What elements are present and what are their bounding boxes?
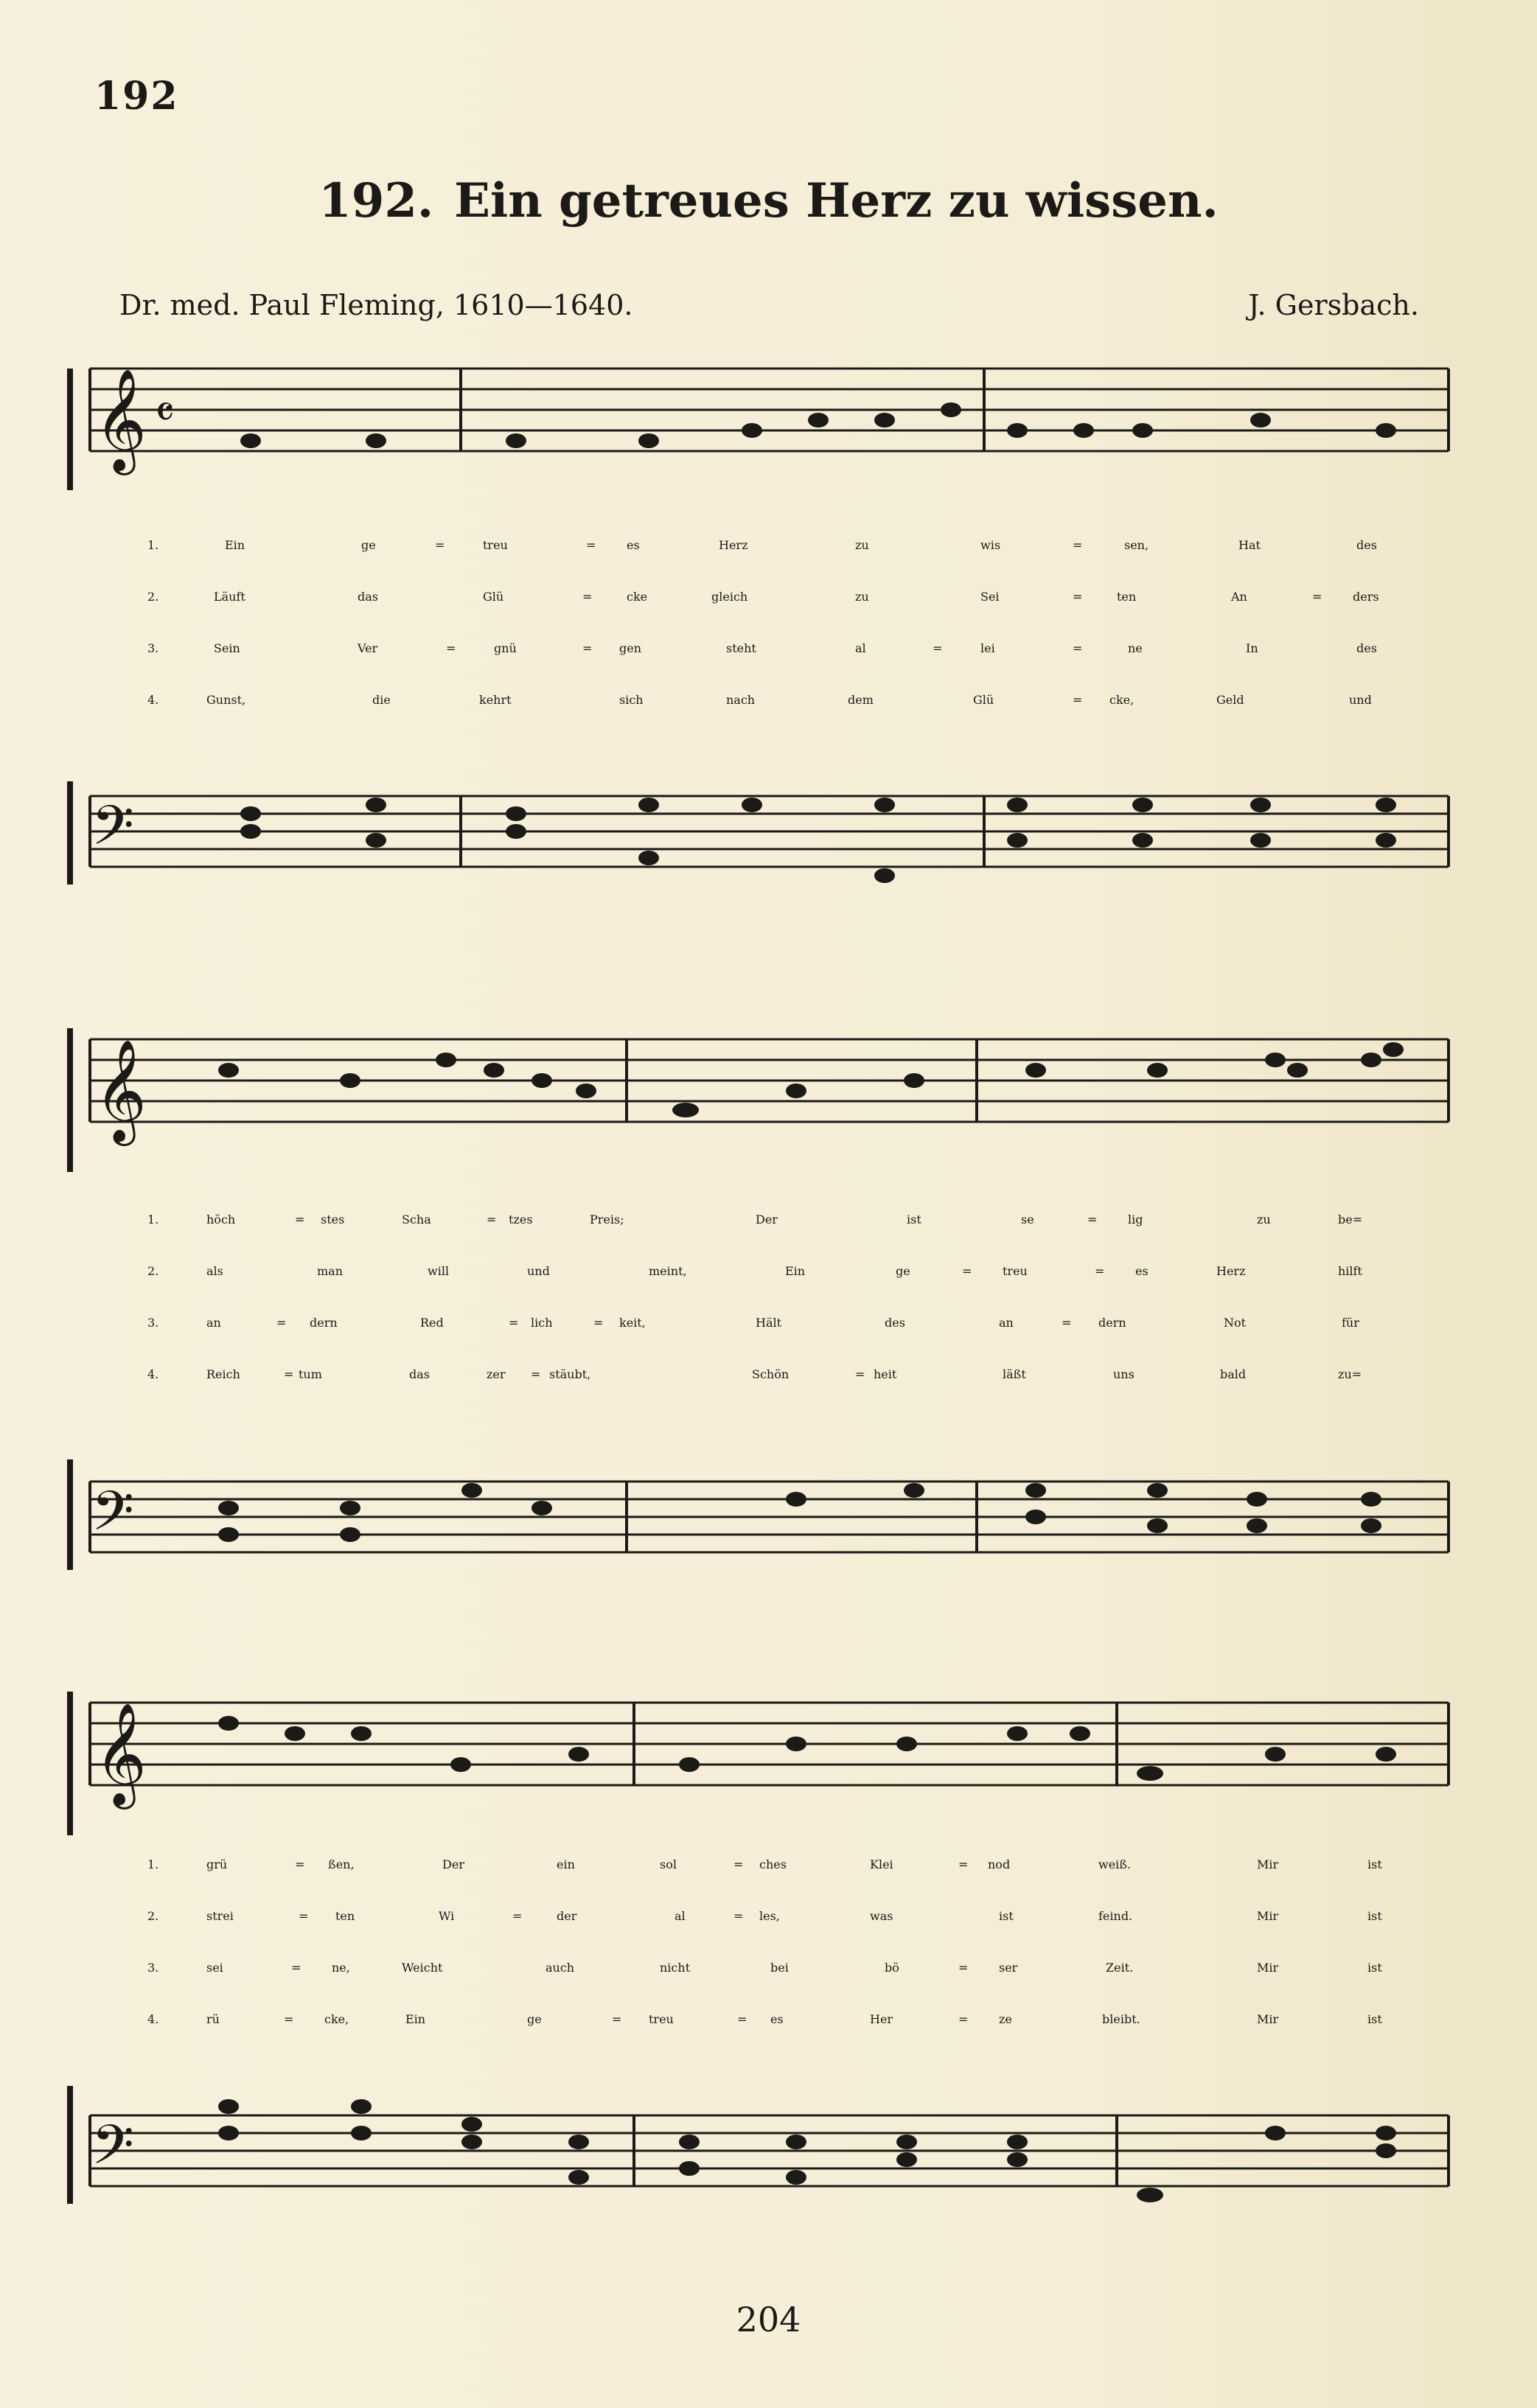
syllable: des bbox=[1356, 641, 1377, 655]
syllable: an bbox=[206, 1316, 221, 1330]
syllable: gleich bbox=[711, 590, 748, 604]
bass-staff-system-1 bbox=[0, 781, 1537, 914]
syllable: bald bbox=[1220, 1367, 1247, 1381]
syllable: zu bbox=[1257, 1212, 1271, 1226]
syllable: Mir bbox=[1257, 1961, 1279, 1975]
syllable: keit, bbox=[619, 1316, 646, 1330]
syllable: hilft bbox=[1338, 1264, 1362, 1278]
hymn-number: 192. bbox=[318, 173, 434, 228]
syllable: an bbox=[999, 1316, 1014, 1330]
syllable: = bbox=[1073, 641, 1083, 655]
syllable: les, bbox=[759, 1909, 780, 1923]
syllable: das bbox=[409, 1367, 430, 1381]
treble-staff-system-1 bbox=[0, 354, 1537, 501]
syllable: es bbox=[770, 2012, 784, 2026]
syllable: = bbox=[958, 1857, 969, 1871]
syllable: al bbox=[855, 641, 866, 655]
syllable: ches bbox=[759, 1857, 787, 1871]
syllable: = bbox=[582, 641, 593, 655]
footer-page-number: 204 bbox=[736, 2300, 801, 2339]
syllable: gen bbox=[619, 641, 642, 655]
verse-row bbox=[0, 1857, 1537, 1902]
syllable: man bbox=[317, 1264, 344, 1278]
syllable: uns bbox=[1113, 1367, 1135, 1381]
syllable: stäubt, bbox=[549, 1367, 591, 1381]
syllable: und bbox=[1349, 693, 1372, 707]
syllable: wis bbox=[980, 538, 1001, 552]
syllable: zu= bbox=[1338, 1367, 1362, 1381]
syllable: ne bbox=[1128, 641, 1143, 655]
syllable: Ein bbox=[785, 1264, 806, 1278]
syllable: ne, bbox=[332, 1961, 350, 1975]
syllable: = bbox=[737, 2012, 747, 2026]
syllable: und bbox=[527, 1264, 550, 1278]
syllable: = bbox=[1087, 1212, 1098, 1226]
lyricist-credit: Dr. med. Paul Fleming, 1610—1640. bbox=[119, 289, 633, 321]
syllable: = bbox=[1073, 590, 1083, 604]
syllable: Mir bbox=[1257, 1909, 1279, 1923]
syllable: ist bbox=[1367, 1909, 1382, 1923]
verse-number: 3. bbox=[147, 1961, 159, 1975]
syllable: der bbox=[557, 1909, 577, 1923]
verse-row bbox=[0, 1212, 1537, 1257]
syllable: treu bbox=[649, 2012, 674, 2026]
syllable: Ein bbox=[225, 538, 245, 552]
syllable: nicht bbox=[660, 1961, 691, 1975]
syllable: = bbox=[299, 1909, 309, 1923]
verse-row bbox=[0, 538, 1537, 582]
syllable: An bbox=[1231, 590, 1247, 604]
treble-clef-icon: 𝄞 bbox=[94, 369, 147, 471]
syllable: Gunst, bbox=[206, 693, 246, 707]
hymn-title bbox=[0, 173, 1537, 228]
syllable: Sei bbox=[980, 590, 1000, 604]
syllable: lich bbox=[531, 1316, 553, 1330]
syllable: = bbox=[295, 1212, 305, 1226]
syllable: dern bbox=[310, 1316, 338, 1330]
treble-staff-system-3 bbox=[0, 1688, 1537, 1835]
syllable: ge bbox=[527, 2012, 542, 2026]
verse-number: 2. bbox=[147, 1909, 159, 1923]
syllable: weiß. bbox=[1098, 1857, 1132, 1871]
syllable: ist bbox=[1367, 1857, 1382, 1871]
syllable: als bbox=[206, 1264, 223, 1278]
syllable: Schön bbox=[752, 1367, 790, 1381]
syllable: sich bbox=[619, 693, 644, 707]
syllable: In bbox=[1246, 641, 1258, 655]
verse-number: 4. bbox=[147, 693, 159, 707]
syllable: Mir bbox=[1257, 2012, 1279, 2026]
verse-row bbox=[0, 590, 1537, 634]
syllable: grü bbox=[206, 1857, 228, 1871]
syllable: ist bbox=[1367, 1961, 1382, 1975]
syllable: Her bbox=[870, 2012, 893, 2026]
syllable: = bbox=[1062, 1316, 1072, 1330]
syllable: dem bbox=[848, 693, 874, 707]
syllable: des bbox=[1356, 538, 1377, 552]
syllable: es bbox=[627, 538, 640, 552]
syllable: treu bbox=[483, 538, 508, 552]
bass-clef-icon: 𝄢 bbox=[91, 2113, 134, 2191]
syllable: ders bbox=[1353, 590, 1379, 604]
syllable: = bbox=[512, 1909, 523, 1923]
syllable: ist bbox=[999, 1909, 1014, 1923]
syllable: = bbox=[435, 538, 445, 552]
bass-staff-system-3 bbox=[0, 2071, 1537, 2226]
syllable: = bbox=[733, 1857, 744, 1871]
syllable: = bbox=[958, 1961, 969, 1975]
syllable: ten bbox=[1117, 590, 1137, 604]
syllable: = bbox=[593, 1316, 604, 1330]
syllable: Klei bbox=[870, 1857, 893, 1871]
syllable: Scha bbox=[402, 1212, 431, 1226]
syllable: Zeit. bbox=[1106, 1961, 1134, 1975]
syllable: = bbox=[933, 641, 943, 655]
syllable: Wi bbox=[439, 1909, 455, 1923]
syllable: = bbox=[612, 2012, 622, 2026]
syllable: höch bbox=[206, 1212, 236, 1226]
syllable: = bbox=[509, 1316, 519, 1330]
syllable: ge bbox=[361, 538, 376, 552]
verse-row bbox=[0, 1264, 1537, 1308]
syllable: sol bbox=[660, 1857, 677, 1871]
syllable: lig bbox=[1128, 1212, 1143, 1226]
syllable: ser bbox=[999, 1961, 1018, 1975]
syllable: läßt bbox=[1003, 1367, 1026, 1381]
syllable: tzes bbox=[509, 1212, 533, 1226]
syllable: Preis; bbox=[590, 1212, 624, 1226]
syllable: cke bbox=[627, 590, 648, 604]
treble-clef-icon: 𝄞 bbox=[94, 1039, 147, 1142]
syllable: zer bbox=[487, 1367, 506, 1381]
verse-number: 1. bbox=[147, 1857, 159, 1871]
syllable: was bbox=[870, 1909, 893, 1923]
syllable: se bbox=[1021, 1212, 1034, 1226]
syllable: es bbox=[1135, 1264, 1149, 1278]
syllable: Der bbox=[756, 1212, 778, 1226]
syllable: = bbox=[1073, 693, 1083, 707]
syllable: meint, bbox=[649, 1264, 687, 1278]
syllable: feind. bbox=[1098, 1909, 1133, 1923]
syllable: heit bbox=[874, 1367, 897, 1381]
syllable: Weicht bbox=[402, 1961, 443, 1975]
syllable: zu bbox=[855, 538, 869, 552]
syllable: ge bbox=[896, 1264, 910, 1278]
syllable: Ein bbox=[405, 2012, 426, 2026]
syllable: = bbox=[582, 590, 593, 604]
syllable: Red bbox=[420, 1316, 444, 1330]
treble-staff-system-2 bbox=[0, 1025, 1537, 1172]
treble-clef-icon: 𝄞 bbox=[94, 1703, 147, 1805]
verse-number: 1. bbox=[147, 538, 159, 552]
syllable: Ver bbox=[358, 641, 378, 655]
syllable: bö bbox=[885, 1961, 899, 1975]
verse-row bbox=[0, 1316, 1537, 1360]
syllable: des bbox=[885, 1316, 905, 1330]
syllable: ze bbox=[999, 2012, 1012, 2026]
syllable: bei bbox=[770, 1961, 789, 1975]
syllable: Hält bbox=[756, 1316, 782, 1330]
syllable: die bbox=[372, 693, 391, 707]
bass-staff-system-2 bbox=[0, 1445, 1537, 1585]
hymn-title-text: Ein getreues Herz zu wissen. bbox=[454, 173, 1219, 228]
verse-row bbox=[0, 641, 1537, 685]
syllable: Herz bbox=[1216, 1264, 1246, 1278]
syllable: rü bbox=[206, 2012, 220, 2026]
syllable: ein bbox=[557, 1857, 575, 1871]
syllable: cke, bbox=[324, 2012, 349, 2026]
verse-number: 2. bbox=[147, 1264, 159, 1278]
syllable: Der bbox=[442, 1857, 464, 1871]
syllable: kehrt bbox=[479, 693, 512, 707]
verse-row bbox=[0, 1961, 1537, 2005]
syllable: gnü bbox=[494, 641, 517, 655]
syllable: = bbox=[958, 2012, 969, 2026]
syllable: = bbox=[276, 1316, 287, 1330]
syllable: bleibt. bbox=[1102, 2012, 1140, 2026]
syllable: stes bbox=[321, 1212, 345, 1226]
syllable: lei bbox=[980, 641, 995, 655]
common-time-icon: 𝄴 bbox=[155, 387, 175, 439]
verse-number: 4. bbox=[147, 2012, 159, 2026]
verse-number: 2. bbox=[147, 590, 159, 604]
syllable: nach bbox=[726, 693, 756, 707]
verse-row bbox=[0, 1909, 1537, 1953]
syllable: das bbox=[358, 590, 378, 604]
syllable: zu bbox=[855, 590, 869, 604]
syllable: sei bbox=[206, 1961, 223, 1975]
syllable: = bbox=[1095, 1264, 1105, 1278]
syllable: will bbox=[428, 1264, 450, 1278]
syllable: Mir bbox=[1257, 1857, 1279, 1871]
syllable: al bbox=[675, 1909, 686, 1923]
syllable: be= bbox=[1338, 1212, 1363, 1226]
syllable: Geld bbox=[1216, 693, 1244, 707]
syllable: ist bbox=[907, 1212, 921, 1226]
syllable: strei bbox=[206, 1909, 234, 1923]
verse-number: 4. bbox=[147, 1367, 159, 1381]
syllable: ßen, bbox=[328, 1857, 355, 1871]
verse-number: 3. bbox=[147, 1316, 159, 1330]
syllable: = bbox=[1312, 590, 1322, 604]
syllable: Not bbox=[1224, 1316, 1247, 1330]
syllable: Glü bbox=[483, 590, 504, 604]
syllable: Sein bbox=[214, 641, 240, 655]
syllable: Läuft bbox=[214, 590, 245, 604]
syllable: ten bbox=[335, 1909, 355, 1923]
syllable: ist bbox=[1367, 2012, 1382, 2026]
syllable: Herz bbox=[719, 538, 748, 552]
composer-credit: J. Gersbach. bbox=[1248, 289, 1419, 321]
syllable: = bbox=[531, 1367, 541, 1381]
syllable: Hat bbox=[1238, 538, 1261, 552]
verse-number: 1. bbox=[147, 1212, 159, 1226]
syllable: = bbox=[1073, 538, 1083, 552]
syllable: cke, bbox=[1109, 693, 1135, 707]
syllable: = bbox=[284, 2012, 294, 2026]
syllable: nod bbox=[988, 1857, 1011, 1871]
syllable: für bbox=[1342, 1316, 1359, 1330]
syllable: tum bbox=[299, 1367, 322, 1381]
syllable: = bbox=[586, 538, 596, 552]
syllable: = bbox=[295, 1857, 305, 1871]
syllable: = bbox=[962, 1264, 972, 1278]
verse-row bbox=[0, 1367, 1537, 1411]
syllable: = bbox=[487, 1212, 497, 1226]
syllable: = bbox=[733, 1909, 744, 1923]
syllable: = bbox=[855, 1367, 865, 1381]
verse-row bbox=[0, 2012, 1537, 2056]
bass-clef-icon: 𝄢 bbox=[91, 1479, 134, 1557]
verse-row bbox=[0, 693, 1537, 737]
syllable: = bbox=[284, 1367, 294, 1381]
bass-clef-icon: 𝄢 bbox=[91, 794, 134, 871]
page-number: 192 bbox=[94, 74, 179, 119]
verse-number: 3. bbox=[147, 641, 159, 655]
syllable: steht bbox=[726, 641, 756, 655]
syllable: sen, bbox=[1124, 538, 1149, 552]
syllable: auch bbox=[546, 1961, 575, 1975]
syllable: dern bbox=[1098, 1316, 1126, 1330]
syllable: = bbox=[291, 1961, 302, 1975]
syllable: Reich bbox=[206, 1367, 240, 1381]
syllable: treu bbox=[1003, 1264, 1028, 1278]
syllable: = bbox=[446, 641, 456, 655]
syllable: Glü bbox=[973, 693, 994, 707]
